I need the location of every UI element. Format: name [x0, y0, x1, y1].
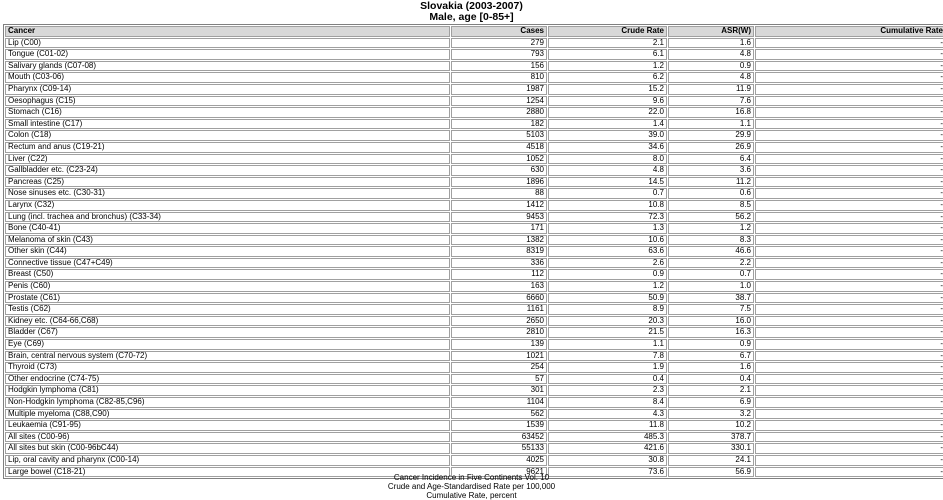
- cancer-site-cell: Kidney etc. (C64-66,C68): [5, 316, 450, 327]
- crude-rate-cell: 73.6: [548, 467, 667, 478]
- cases-cell: 63452: [451, 432, 547, 443]
- cases-cell: 88: [451, 188, 547, 199]
- page-title: Slovakia (2003-2007): [420, 0, 523, 12]
- cumulative-rate-cell: -: [755, 467, 943, 478]
- crude-rate-cell: 8.0: [548, 154, 667, 165]
- asr-cell: 6.4: [668, 154, 754, 165]
- cancer-site-cell: Bone (C40-41): [5, 223, 450, 234]
- cumulative-rate-cell: -: [755, 432, 943, 443]
- asr-cell: 56.2: [668, 212, 754, 223]
- asr-cell: 29.9: [668, 130, 754, 141]
- asr-cell: 0.9: [668, 61, 754, 72]
- cumulative-rate-cell: -: [755, 362, 943, 373]
- cumulative-rate-cell: -: [755, 223, 943, 234]
- cases-cell: 1161: [451, 304, 547, 315]
- cases-cell: 4025: [451, 455, 547, 466]
- cancer-site-cell: Melanoma of skin (C43): [5, 235, 450, 246]
- asr-cell: 8.3: [668, 235, 754, 246]
- footer-rate-note: Crude and Age-Standardised Rate per 100,000: [387, 482, 556, 491]
- cases-cell: 1052: [451, 154, 547, 165]
- table-row: [5, 84, 943, 95]
- asr-cell: 0.6: [668, 188, 754, 199]
- asr-cell: 11.9: [668, 84, 754, 95]
- incidence-table: [3, 24, 943, 479]
- cumulative-rate-cell: -: [755, 200, 943, 211]
- cases-cell: 1021: [451, 351, 547, 362]
- cancer-site-cell: Prostate (C61): [5, 293, 450, 304]
- cumulative-rate-cell: -: [755, 188, 943, 199]
- cases-cell: 279: [451, 38, 547, 49]
- cancer-site-cell: Stomach (C16): [5, 107, 450, 118]
- column-header-asr: ASR(W): [668, 26, 754, 37]
- cumulative-rate-cell: -: [755, 130, 943, 141]
- cancer-site-cell: Pancreas (C25): [5, 177, 450, 188]
- table-row: [5, 154, 943, 165]
- cases-cell: 254: [451, 362, 547, 373]
- crude-rate-cell: 9.6: [548, 96, 667, 107]
- cases-cell: 2880: [451, 107, 547, 118]
- asr-cell: 38.7: [668, 293, 754, 304]
- cancer-site-cell: Pharynx (C09-14): [5, 84, 450, 95]
- asr-cell: 4.8: [668, 72, 754, 83]
- cumulative-rate-cell: -: [755, 316, 943, 327]
- crude-rate-cell: 1.3: [548, 223, 667, 234]
- cancer-site-cell: Larynx (C32): [5, 200, 450, 211]
- cumulative-rate-cell: -: [755, 154, 943, 165]
- cancer-site-cell: Hodgkin lymphoma (C81): [5, 385, 450, 396]
- crude-rate-cell: 7.8: [548, 351, 667, 362]
- cases-cell: 562: [451, 409, 547, 420]
- footer-source: Cancer Incidence in Five Continents Vol. 10: [393, 473, 550, 482]
- cases-cell: 163: [451, 281, 547, 292]
- cumulative-rate-cell: -: [755, 269, 943, 280]
- cumulative-rate-cell: -: [755, 443, 943, 454]
- asr-cell: 7.6: [668, 96, 754, 107]
- cumulative-rate-cell: -: [755, 165, 943, 176]
- table-row: [5, 455, 943, 466]
- crude-rate-cell: 1.2: [548, 281, 667, 292]
- cancer-site-cell: Oesophagus (C15): [5, 96, 450, 107]
- cancer-site-cell: Rectum and anus (C19-21): [5, 142, 450, 153]
- crude-rate-cell: 10.6: [548, 235, 667, 246]
- crude-rate-cell: 10.8: [548, 200, 667, 211]
- cumulative-rate-cell: -: [755, 455, 943, 466]
- cases-cell: 301: [451, 385, 547, 396]
- cumulative-rate-cell: -: [755, 107, 943, 118]
- cancer-site-cell: Lip (C00): [5, 38, 450, 49]
- cumulative-rate-cell: -: [755, 339, 943, 350]
- asr-cell: 10.2: [668, 420, 754, 431]
- cancer-site-cell: All sites (C00-96): [5, 432, 450, 443]
- asr-cell: 2.1: [668, 385, 754, 396]
- cumulative-rate-cell: -: [755, 351, 943, 362]
- table-row: [5, 96, 943, 107]
- crude-rate-cell: 20.3: [548, 316, 667, 327]
- cases-cell: 1896: [451, 177, 547, 188]
- asr-cell: 3.6: [668, 165, 754, 176]
- cumulative-rate-cell: -: [755, 374, 943, 385]
- column-header-crude-rate: Crude Rate: [548, 26, 667, 37]
- cumulative-rate-cell: -: [755, 304, 943, 315]
- cases-cell: 793: [451, 49, 547, 60]
- cases-cell: 810: [451, 72, 547, 83]
- cases-cell: 1987: [451, 84, 547, 95]
- table-row: [5, 327, 943, 338]
- cancer-site-cell: Gallbladder etc. (C23-24): [5, 165, 450, 176]
- cancer-site-cell: Testis (C62): [5, 304, 450, 315]
- crude-rate-cell: 1.1: [548, 339, 667, 350]
- crude-rate-cell: 2.3: [548, 385, 667, 396]
- asr-cell: 26.9: [668, 142, 754, 153]
- cancer-site-cell: Eye (C69): [5, 339, 450, 350]
- cancer-site-cell: Large bowel (C18-21): [5, 467, 450, 478]
- asr-cell: 330.1: [668, 443, 754, 454]
- asr-cell: 6.9: [668, 397, 754, 408]
- crude-rate-cell: 4.3: [548, 409, 667, 420]
- table-row: [5, 258, 943, 269]
- cases-cell: 4518: [451, 142, 547, 153]
- asr-cell: 1.6: [668, 38, 754, 49]
- table-row: [5, 188, 943, 199]
- crude-rate-cell: 8.9: [548, 304, 667, 315]
- cancer-site-cell: Non-Hodgkin lymphoma (C82-85,C96): [5, 397, 450, 408]
- cumulative-rate-cell: -: [755, 293, 943, 304]
- cases-cell: 2650: [451, 316, 547, 327]
- crude-rate-cell: 6.1: [548, 49, 667, 60]
- asr-cell: 16.8: [668, 107, 754, 118]
- cancer-site-cell: Colon (C18): [5, 130, 450, 141]
- cases-cell: 6660: [451, 293, 547, 304]
- cases-cell: 630: [451, 165, 547, 176]
- table-row: [5, 107, 943, 118]
- cases-cell: 9453: [451, 212, 547, 223]
- crude-rate-cell: 1.4: [548, 119, 667, 130]
- table-row: [5, 130, 943, 141]
- cumulative-rate-cell: -: [755, 385, 943, 396]
- asr-cell: 16.3: [668, 327, 754, 338]
- cumulative-rate-cell: -: [755, 281, 943, 292]
- cumulative-rate-cell: -: [755, 258, 943, 269]
- cases-cell: 156: [451, 61, 547, 72]
- cases-cell: 171: [451, 223, 547, 234]
- table-row: [5, 200, 943, 211]
- table-row: [5, 235, 943, 246]
- table-row: [5, 374, 943, 385]
- crude-rate-cell: 0.7: [548, 188, 667, 199]
- crude-rate-cell: 21.5: [548, 327, 667, 338]
- table-row: [5, 409, 943, 420]
- table-row: [5, 269, 943, 280]
- cases-cell: 1104: [451, 397, 547, 408]
- crude-rate-cell: 8.4: [548, 397, 667, 408]
- cancer-site-cell: Connective tissue (C47+C49): [5, 258, 450, 269]
- table-row: [5, 397, 943, 408]
- cumulative-rate-cell: -: [755, 84, 943, 95]
- cancer-site-cell: Brain, central nervous system (C70-72): [5, 351, 450, 362]
- crude-rate-cell: 15.2: [548, 84, 667, 95]
- cumulative-rate-cell: -: [755, 397, 943, 408]
- cancer-site-cell: Salivary glands (C07-08): [5, 61, 450, 72]
- cancer-site-cell: Bladder (C67): [5, 327, 450, 338]
- crude-rate-cell: 485.3: [548, 432, 667, 443]
- crude-rate-cell: 2.1: [548, 38, 667, 49]
- crude-rate-cell: 6.2: [548, 72, 667, 83]
- cumulative-rate-cell: -: [755, 72, 943, 83]
- table-row: [5, 177, 943, 188]
- asr-cell: 11.2: [668, 177, 754, 188]
- asr-cell: 2.2: [668, 258, 754, 269]
- table-row: [5, 223, 943, 234]
- table-row: [5, 420, 943, 431]
- asr-cell: 1.1: [668, 119, 754, 130]
- table-row: [5, 212, 943, 223]
- cases-cell: 5103: [451, 130, 547, 141]
- asr-cell: 7.5: [668, 304, 754, 315]
- crude-rate-cell: 72.3: [548, 212, 667, 223]
- crude-rate-cell: 2.6: [548, 258, 667, 269]
- cases-cell: 8319: [451, 246, 547, 257]
- cumulative-rate-cell: -: [755, 61, 943, 72]
- crude-rate-cell: 1.9: [548, 362, 667, 373]
- column-header-cumulative-rate: Cumulative Rate: [755, 26, 943, 37]
- cases-cell: 2810: [451, 327, 547, 338]
- table-row: [5, 293, 943, 304]
- asr-cell: 24.1: [668, 455, 754, 466]
- cases-cell: 182: [451, 119, 547, 130]
- cumulative-rate-cell: -: [755, 420, 943, 431]
- footer-cumulative-note: Cumulative Rate, percent: [426, 491, 517, 500]
- table-row: [5, 316, 943, 327]
- table-header-row: [5, 26, 943, 37]
- table-body: [5, 38, 943, 478]
- crude-rate-cell: 0.4: [548, 374, 667, 385]
- cancer-site-cell: Small intestine (C17): [5, 119, 450, 130]
- cumulative-rate-cell: -: [755, 142, 943, 153]
- crude-rate-cell: 421.6: [548, 443, 667, 454]
- cancer-site-cell: All sites but skin (C00-96bC44): [5, 443, 450, 454]
- cumulative-rate-cell: -: [755, 119, 943, 130]
- cases-cell: 1539: [451, 420, 547, 431]
- column-header-cancer: Cancer: [5, 26, 450, 37]
- cumulative-rate-cell: -: [755, 177, 943, 188]
- cancer-site-cell: Breast (C50): [5, 269, 450, 280]
- cases-cell: 55133: [451, 443, 547, 454]
- table-row: [5, 304, 943, 315]
- asr-cell: 6.7: [668, 351, 754, 362]
- table-row: [5, 246, 943, 257]
- cumulative-rate-cell: -: [755, 96, 943, 107]
- crude-rate-cell: 0.9: [548, 269, 667, 280]
- table-row: [5, 72, 943, 83]
- page-subtitle: Male, age [0-85+]: [429, 11, 514, 23]
- crude-rate-cell: 4.8: [548, 165, 667, 176]
- cases-cell: 139: [451, 339, 547, 350]
- table-row: [5, 443, 943, 454]
- asr-cell: 4.8: [668, 49, 754, 60]
- footer: [0, 473, 943, 500]
- cases-cell: 1254: [451, 96, 547, 107]
- cases-cell: 9621: [451, 467, 547, 478]
- cumulative-rate-cell: -: [755, 49, 943, 60]
- cases-cell: 1382: [451, 235, 547, 246]
- cases-cell: 112: [451, 269, 547, 280]
- cancer-site-cell: Lip, oral cavity and pharynx (C00-14): [5, 455, 450, 466]
- asr-cell: 378.7: [668, 432, 754, 443]
- crude-rate-cell: 1.2: [548, 61, 667, 72]
- cumulative-rate-cell: -: [755, 38, 943, 49]
- cumulative-rate-cell: -: [755, 246, 943, 257]
- cancer-site-cell: Multiple myeloma (C88,C90): [5, 409, 450, 420]
- cancer-site-cell: Liver (C22): [5, 154, 450, 165]
- asr-cell: 0.7: [668, 269, 754, 280]
- crude-rate-cell: 11.8: [548, 420, 667, 431]
- cancer-site-cell: Mouth (C03-06): [5, 72, 450, 83]
- crude-rate-cell: 30.8: [548, 455, 667, 466]
- table-row: [5, 142, 943, 153]
- cancer-site-cell: Tongue (C01-02): [5, 49, 450, 60]
- table-row: [5, 38, 943, 49]
- cases-cell: 336: [451, 258, 547, 269]
- table-row: [5, 165, 943, 176]
- column-header-cases: Cases: [451, 26, 547, 37]
- asr-cell: 46.6: [668, 246, 754, 257]
- table-row: [5, 362, 943, 373]
- cancer-site-cell: Nose sinuses etc. (C30-31): [5, 188, 450, 199]
- cumulative-rate-cell: -: [755, 409, 943, 420]
- crude-rate-cell: 39.0: [548, 130, 667, 141]
- table-row: [5, 385, 943, 396]
- table-row: [5, 119, 943, 130]
- crude-rate-cell: 14.5: [548, 177, 667, 188]
- cancer-site-cell: Other skin (C44): [5, 246, 450, 257]
- asr-cell: 1.0: [668, 281, 754, 292]
- cases-cell: 1412: [451, 200, 547, 211]
- asr-cell: 0.9: [668, 339, 754, 350]
- crude-rate-cell: 63.6: [548, 246, 667, 257]
- cumulative-rate-cell: -: [755, 327, 943, 338]
- incidence-table-container: [3, 24, 943, 479]
- cumulative-rate-cell: -: [755, 235, 943, 246]
- cases-cell: 57: [451, 374, 547, 385]
- table-row: [5, 49, 943, 60]
- cancer-site-cell: Penis (C60): [5, 281, 450, 292]
- asr-cell: 16.0: [668, 316, 754, 327]
- table-row: [5, 432, 943, 443]
- table-row: [5, 339, 943, 350]
- cancer-site-cell: Thyroid (C73): [5, 362, 450, 373]
- asr-cell: 56.9: [668, 467, 754, 478]
- asr-cell: 1.6: [668, 362, 754, 373]
- asr-cell: 0.4: [668, 374, 754, 385]
- table-row: [5, 61, 943, 72]
- cancer-site-cell: Leukaemia (C91-95): [5, 420, 450, 431]
- table-row: [5, 281, 943, 292]
- table-row: [5, 351, 943, 362]
- crude-rate-cell: 22.0: [548, 107, 667, 118]
- asr-cell: 1.2: [668, 223, 754, 234]
- cancer-site-cell: Lung (incl. trachea and bronchus) (C33-34): [5, 212, 450, 223]
- asr-cell: 8.5: [668, 200, 754, 211]
- crude-rate-cell: 34.6: [548, 142, 667, 153]
- asr-cell: 3.2: [668, 409, 754, 420]
- crude-rate-cell: 50.9: [548, 293, 667, 304]
- cancer-site-cell: Other endocrine (C74-75): [5, 374, 450, 385]
- report-title: [0, 1, 943, 23]
- cumulative-rate-cell: -: [755, 212, 943, 223]
